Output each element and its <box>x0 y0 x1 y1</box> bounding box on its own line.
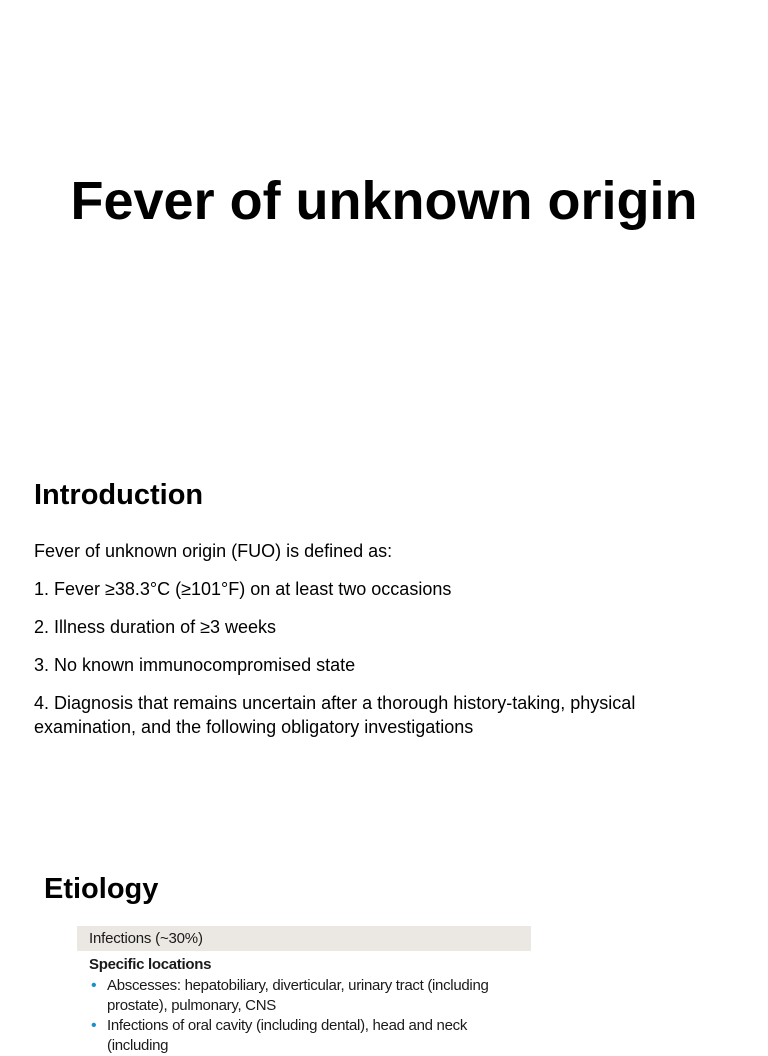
bullet-icon: • <box>91 977 97 994</box>
definition-item: 4. Diagnosis that remains uncertain after a thorough history-taking, physical examination, and the following obligatory investigations <box>34 693 636 737</box>
definition-item: 1. Fever ≥38.3°C (≥101°F) on at least two occasions <box>34 579 452 599</box>
definition-lead: Fever of unknown origin (FUO) is defined as: <box>34 541 393 561</box>
bullet-icon: • <box>91 1017 97 1034</box>
table-header: Infections (~30%) <box>77 926 531 951</box>
etiology-table <box>77 926 531 1056</box>
introduction-heading: Introduction <box>34 479 204 511</box>
list-item-text: Infections of oral cavity (including dental), head and neck (including <box>107 1017 468 1054</box>
etiology-bullet-list <box>77 976 531 1056</box>
definition-item: 3. No known immunocompromised state <box>34 655 356 675</box>
list-item-text: Abscesses: hepatobiliary, diverticular, urinary tract (including prostate), pulmonary, CNS <box>107 977 489 1014</box>
table-subheading: Specific locations <box>89 956 212 973</box>
definition-list <box>34 577 734 753</box>
list-item <box>89 1016 531 1056</box>
definition-item: 2. Illness duration of ≥3 weeks <box>34 617 277 637</box>
list-item <box>89 976 531 1016</box>
etiology-heading: Etiology <box>44 873 159 905</box>
page-title: Fever of unknown origin <box>70 171 698 231</box>
